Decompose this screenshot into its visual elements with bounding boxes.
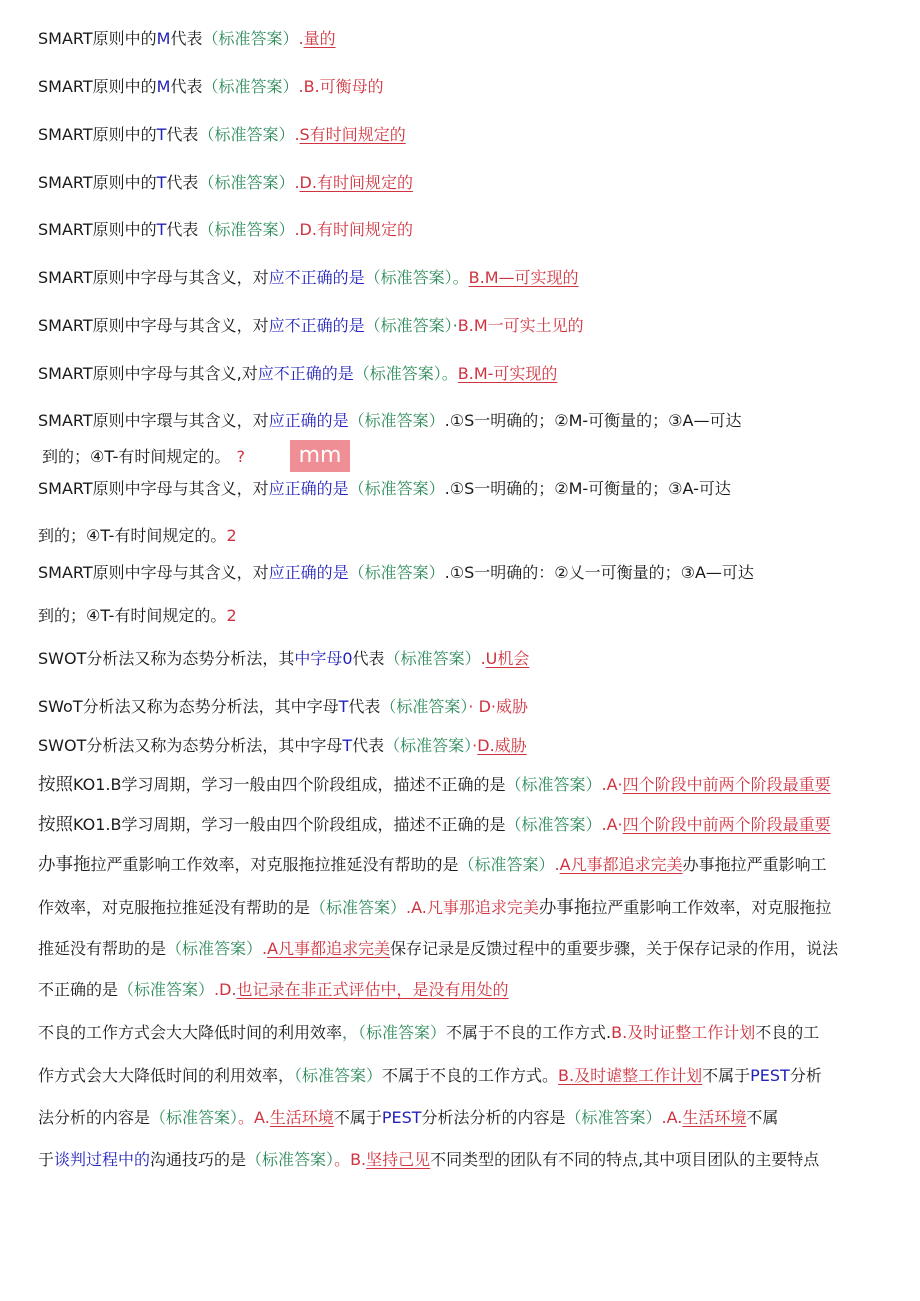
answer-prefix: A. bbox=[254, 1108, 270, 1127]
separator: . bbox=[406, 898, 412, 917]
standard-answer-tag: （标准答案） bbox=[505, 815, 602, 834]
question-text: 作效率，对克服拖拉推延没有帮助的是 bbox=[38, 898, 311, 917]
question-text: 代表 bbox=[170, 29, 203, 48]
question-text: SMART原则中的 bbox=[38, 77, 157, 96]
separator: 。 bbox=[334, 1150, 351, 1169]
question-text: SWoT分析法又称为态势分析法，其中字母 bbox=[38, 697, 339, 716]
question-text: 不属 bbox=[746, 1108, 779, 1127]
question-text: 代表 bbox=[170, 77, 203, 96]
answer-text: 到的；④T-有时间规定的。 bbox=[38, 526, 227, 545]
standard-answer-tag: （标准答案） bbox=[202, 29, 299, 48]
question-text: 作方式会大大降低时间的利用效率， bbox=[38, 1066, 295, 1085]
separator: · bbox=[472, 736, 478, 755]
question-line-9 bbox=[38, 410, 741, 432]
standard-answer-tag: （标准答案） bbox=[198, 125, 295, 144]
question-line-1 bbox=[38, 28, 336, 50]
standard-answer-tag: （标准答案） bbox=[380, 697, 469, 716]
standard-answer-tag: （标准答案）。 bbox=[353, 364, 458, 383]
question-text: SMART原则中字母与其含义，对 bbox=[38, 479, 269, 498]
separator: . bbox=[294, 125, 300, 144]
standard-answer-tag: （标准答案） bbox=[384, 736, 473, 755]
question-line-11 bbox=[38, 562, 754, 584]
letter-highlight: 中字母0 bbox=[294, 649, 353, 668]
question-text: SMART原则中字母与其含义，对 bbox=[38, 316, 269, 335]
standard-answer-tag: ，（标准答案） bbox=[342, 1023, 447, 1042]
question-line-15 bbox=[38, 774, 831, 796]
pest-highlight: PEST bbox=[750, 1066, 790, 1085]
separator: 。 bbox=[238, 1108, 255, 1127]
paragraph-2-line-4 bbox=[38, 1149, 819, 1171]
question-text: 代表 bbox=[348, 697, 381, 716]
question-line-12 bbox=[38, 648, 529, 670]
question-line-2 bbox=[38, 76, 384, 98]
question-line-13 bbox=[38, 696, 528, 718]
standard-answer-tag: （标准答案） bbox=[118, 980, 215, 999]
paragraph-2-line-2 bbox=[38, 1065, 822, 1087]
question-text: 推延没有帮助的是 bbox=[38, 939, 167, 958]
question-text: 不属于 bbox=[333, 1108, 382, 1127]
answer-text: B.及时谑整工作计划 bbox=[558, 1066, 703, 1085]
question-line-4 bbox=[38, 172, 413, 194]
question-highlight: 应不正确的是 bbox=[257, 364, 354, 383]
answer-text: .①S一明确的；②M-可衡量的；③A-可达 bbox=[444, 479, 731, 498]
question-text: 不良的工 bbox=[755, 1023, 820, 1042]
standard-answer-tag: （标准答案） bbox=[246, 1150, 335, 1169]
question-text: SMART原则中的 bbox=[38, 173, 157, 192]
letter-highlight: M bbox=[156, 77, 171, 96]
question-line-5 bbox=[38, 219, 413, 241]
question-line-8 bbox=[38, 363, 557, 385]
letter-highlight: T bbox=[156, 220, 167, 239]
question-text: SWOT分析法又称为态势分析法，其 bbox=[38, 649, 295, 668]
standard-answer-tag: （标准答案）。 bbox=[364, 268, 469, 287]
question-text: KO1.B学习周期，学习一般由四个阶段组成，描述不正确的是 bbox=[73, 815, 506, 834]
standard-answer-tag: （标准答案） bbox=[166, 939, 263, 958]
standard-answer-tag: （标准答案） bbox=[458, 855, 555, 874]
separator: .D. bbox=[214, 980, 237, 999]
question-text: SMART原则中的 bbox=[38, 125, 157, 144]
question-highlight: 应不正确的是 bbox=[268, 316, 365, 335]
answer-text: .D.有时间规定的 bbox=[294, 220, 413, 239]
question-text: SMART原则中的 bbox=[38, 220, 157, 239]
answer-text: 生活环境 bbox=[269, 1108, 334, 1127]
question-text: SMART原则中字母与其含义，对 bbox=[38, 268, 269, 287]
question-line-3 bbox=[38, 124, 406, 146]
standard-answer-tag: （标准答案） bbox=[198, 220, 295, 239]
question-line-10 bbox=[38, 478, 731, 500]
question-text: 办事拖 bbox=[38, 855, 91, 875]
answer-text: B.M一可实土见的 bbox=[457, 316, 584, 335]
question-text: 代表 bbox=[166, 125, 199, 144]
answer-text: S有时间规定的 bbox=[299, 125, 406, 144]
paragraph-1-line-2 bbox=[38, 897, 831, 919]
question-highlight: 应正确的是 bbox=[268, 563, 349, 582]
question-highlight: 应正确的是 bbox=[268, 411, 349, 430]
answer-text: 坚持己见 bbox=[366, 1150, 431, 1169]
standard-answer-tag: （标准答案） bbox=[150, 1108, 239, 1127]
question-text: SMART原则中的 bbox=[38, 29, 157, 48]
answer-text: B.及时证整工作计划 bbox=[611, 1023, 756, 1042]
separator: . bbox=[294, 173, 300, 192]
answer-prefix: .A. bbox=[661, 1108, 683, 1127]
answer-text: 生活环境 bbox=[682, 1108, 747, 1127]
standard-answer-tag: （标准答案） bbox=[505, 775, 602, 794]
question-line-9-cont bbox=[42, 446, 245, 468]
question-line-7 bbox=[38, 315, 584, 337]
question-highlight: 谈判过程中的 bbox=[54, 1150, 151, 1169]
question-text: 按照 bbox=[38, 775, 73, 795]
question-text: SMART原则中字母与其含义,对 bbox=[38, 364, 258, 383]
question-text: 按照 bbox=[38, 815, 73, 835]
answer-text: .①S一明确的：②乂一可衡量的；③A—可达 bbox=[444, 563, 754, 582]
question-text: 办事拖拉严重 bbox=[682, 855, 779, 874]
question-text: 法分析的内容是 bbox=[38, 1108, 151, 1127]
paragraph-1-line-4 bbox=[38, 979, 509, 1001]
answer-text: 到的；④T-有时间规定的。 bbox=[38, 606, 227, 625]
answer-prefix: B. bbox=[350, 1150, 367, 1169]
question-text: 沟通技巧的是 bbox=[150, 1150, 247, 1169]
question-text: 于 bbox=[38, 1150, 55, 1169]
answer-text: D.有时间规定的 bbox=[299, 173, 413, 192]
question-line-16 bbox=[38, 814, 831, 836]
question-highlight: 应不正确的是 bbox=[268, 268, 365, 287]
standard-answer-tag: （标准答案） bbox=[384, 649, 481, 668]
standard-answer-tag: （标准答案） bbox=[348, 563, 445, 582]
answer-text: A凡事都追求完美 bbox=[559, 855, 683, 874]
question-text: 影响工 bbox=[778, 855, 827, 874]
standard-answer-tag: （标准答案） bbox=[198, 173, 295, 192]
question-text: 代表 bbox=[352, 649, 385, 668]
question-text: 代表 bbox=[166, 220, 199, 239]
question-text: 代表 bbox=[352, 736, 385, 755]
answer-text: 四个阶段中前两个阶段最重要 bbox=[622, 775, 831, 794]
separator: . bbox=[554, 855, 560, 874]
letter-highlight: T bbox=[156, 125, 167, 144]
question-text: KO1.B学习周期，学习一般由四个阶段组成，描述不正确的是 bbox=[73, 775, 506, 794]
answer-text: A凡事都追求完美 bbox=[267, 939, 391, 958]
paragraph-1-line-1 bbox=[38, 854, 827, 876]
question-text: SWOT分析法又称为态势分析法，其中字母 bbox=[38, 736, 343, 755]
question-text: 代表 bbox=[166, 173, 199, 192]
standard-answer-tag: （标准答案） bbox=[348, 411, 445, 430]
answer-text: .①S一明确的；②M-可衡量的；③A—可达 bbox=[444, 411, 742, 430]
letter-highlight: M bbox=[156, 29, 171, 48]
standard-answer-tag: （标准答案）· bbox=[364, 316, 458, 335]
question-text: 保存记录是反馈过程中的重要步骤，关于保存记录的作用，说法 bbox=[390, 939, 839, 958]
question-line-14 bbox=[38, 735, 527, 757]
question-line-11-cont bbox=[38, 605, 237, 627]
answer-mark: ? bbox=[236, 447, 245, 466]
answer-text: 量的 bbox=[303, 29, 336, 48]
answer-text: D.威胁 bbox=[477, 736, 527, 755]
question-text: 拉严重影响工作效率，对克服拖拉推延没有帮助的是 bbox=[90, 855, 459, 874]
separator: . bbox=[298, 29, 304, 48]
paragraph-1-line-3 bbox=[38, 938, 838, 960]
answer-text: 四个阶段中前两个阶段最重要 bbox=[622, 815, 831, 834]
answer-text: .B.可衡母的 bbox=[298, 77, 384, 96]
question-text: SMART原则中字母与其含义，对 bbox=[38, 563, 269, 582]
standard-answer-tag: （标准答案） bbox=[202, 77, 299, 96]
question-text: 不正确的是 bbox=[38, 980, 119, 999]
paragraph-2-line-1 bbox=[38, 1022, 819, 1044]
separator: .A· bbox=[601, 775, 623, 794]
standard-answer-tag: （标准答案） bbox=[348, 479, 445, 498]
question-text: 办事拖 bbox=[538, 898, 592, 918]
standard-answer-tag: （标准答案） bbox=[310, 898, 407, 917]
question-text: 不良的工作方式会大大降低时间的利用效率 bbox=[38, 1023, 343, 1042]
question-highlight: 应正确的是 bbox=[268, 479, 349, 498]
question-text: 不属于不良的工作方式。 bbox=[382, 1066, 559, 1085]
standard-answer-tag: （标准答案） bbox=[294, 1066, 383, 1085]
mm-stamp: mm bbox=[290, 440, 350, 472]
answer-text: U机会 bbox=[485, 649, 530, 668]
question-line-10-cont bbox=[38, 525, 237, 547]
question-line-6 bbox=[38, 267, 579, 289]
answer-text: A.凡事那追求完美 bbox=[411, 898, 539, 917]
separator: . bbox=[262, 939, 268, 958]
question-text: 拉严重影响工作效率，对克服拖拉 bbox=[591, 898, 832, 917]
question-text: 分析 bbox=[789, 1066, 822, 1085]
letter-highlight: T bbox=[342, 736, 353, 755]
paragraph-2-line-3 bbox=[38, 1107, 778, 1129]
pest-highlight: PEST bbox=[381, 1108, 422, 1127]
letter-highlight: T bbox=[338, 697, 349, 716]
question-text: 不属于不良的工作方式. bbox=[446, 1023, 612, 1042]
separator: .A· bbox=[601, 815, 623, 834]
separator: . bbox=[480, 649, 486, 668]
answer-text: 也记录在非正式评估中，是没有用处的 bbox=[236, 980, 509, 999]
answer-text: 到的；④T-有时间规定的。 bbox=[42, 447, 231, 466]
question-text: SMART原则中字環与其含义，对 bbox=[38, 411, 269, 430]
standard-answer-tag: （标准答案） bbox=[565, 1108, 662, 1127]
answer-text: B.M—可实现的 bbox=[468, 268, 579, 287]
letter-highlight: T bbox=[156, 173, 167, 192]
answer-mark: 2 bbox=[226, 526, 237, 545]
question-text: 不同类型的团队有不同的特点,其中项目团队的主要特点 bbox=[430, 1150, 820, 1169]
question-text: 不属于 bbox=[702, 1066, 751, 1085]
answer-text: B.M-可实现的 bbox=[457, 364, 558, 383]
question-text: 分析法分析的内容是 bbox=[421, 1108, 566, 1127]
answer-mark: 2 bbox=[226, 606, 237, 625]
answer-text: · D·威胁 bbox=[468, 697, 529, 716]
